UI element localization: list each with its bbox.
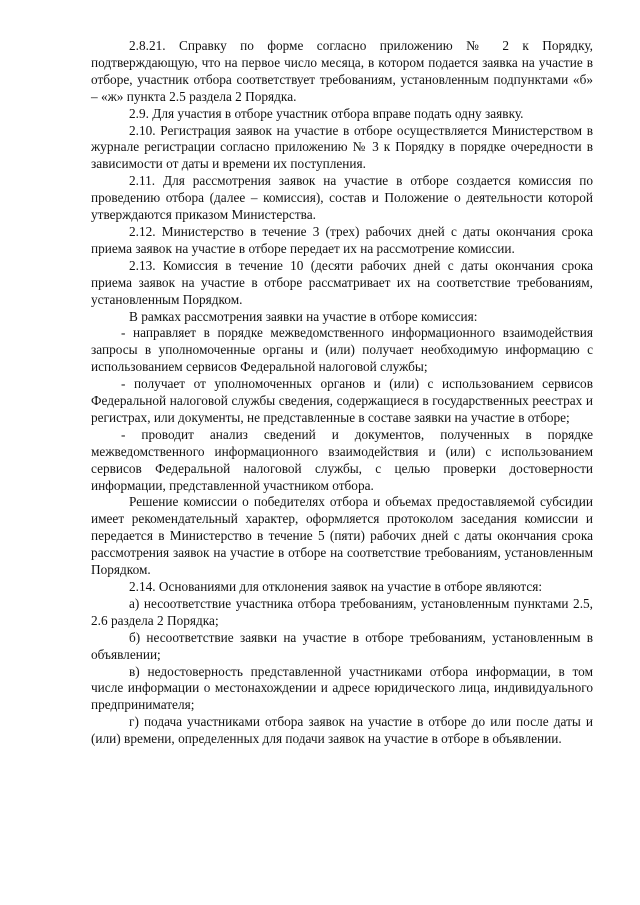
paragraph-2-11: 2.11. Для рассмотрения заявок на участие в отборе создается комиссия по проведению отбора (далее – комиссия), состав и Положение о деятельности которой утверждаются приказом Министерства. xyxy=(91,173,593,223)
paragraph-2-13: 2.13. Комиссия в течение 10 (десяти рабочих дней с даты окончания срока приема заявок на участие в отборе рассматривает их на соответствие требованиям, установленным Порядком. xyxy=(91,257,593,307)
list-item-b: б) несоответствие заявки на участие в отборе требованиям, установленным в объявлении; xyxy=(91,629,593,662)
paragraph-2-12: 2.12. Министерство в течение 3 (трех) рабочих дней с даты окончания срока приема заявок на участие в отборе передает их на рассмотрение комиссии. xyxy=(91,223,593,256)
paragraph-2-10: 2.10. Регистрация заявок на участие в отборе осуществляется Министерством в журнале регистрации согласно приложению № 3 к Порядку в порядке очередности в зависимости от даты и времени их поступления. xyxy=(91,122,593,172)
list-item-g: г) подача участниками отбора заявок на участие в отборе до или после даты и (или) времени, определенных для подачи заявок на участие в отборе в объявлении. xyxy=(91,714,593,747)
paragraph-2-14: 2.14. Основаниями для отклонения заявок на участие в отборе являются: xyxy=(129,579,543,594)
paragraph-2-9: 2.9. Для участия в отборе участник отбора вправе подать одну заявку. xyxy=(129,105,524,121)
paragraph-commission-intro: В рамках рассмотрения заявки на участие в отборе комиссия: xyxy=(129,308,478,324)
list-item-analysis: - проводит анализ сведений и документов, полученных в порядке межведомственного информационного взаимодействия и (или) с использованием сервисов Федеральной налоговой службы, с целью проверки достоверности информации, представленной участником отбора. xyxy=(91,426,593,493)
paragraph-commission-decision: Решение комиссии о победителях отбора и объемах предоставляемой субсидии имеет рекомендательный характер, оформляется протоколом заседания комиссии и передается в Министерство в течение 5 (пяти) рабочих дней с даты окончания срока рассмотрения заявок на участие в отборе на соответствие требованиям, установленным Порядком. xyxy=(91,494,593,578)
list-item-a: а) несоответствие участника отбора требованиям, установленным пунктами 2.5, 2.6 раздела 2 Порядка; xyxy=(91,595,593,628)
list-item-requests: - направляет в порядке межведомственного информационного взаимодействия запросы в уполномоченные органы и (или) получает необходимую информацию с использованием сервисов Федеральной налоговой службы; xyxy=(91,325,593,375)
paragraph-2-8-21: 2.8.21. Справку по форме согласно приложению № 2 к Порядку, подтверждающую, что на первое число месяца, в котором подается заявка на участие в отборе, участник отбора соответствует требованиям, установленным подпунктами «б» – «ж» пункта 2.5 раздела 2 Порядка. xyxy=(91,38,593,104)
list-item-receives: - получает от уполномоченных органов и (или) с использованием сервисов Федеральной налоговой службы сведения, содержащиеся в государственных реестрах и регистрах, или документы, не представленные в составе заявки на участие в отборе; xyxy=(91,376,593,425)
list-item-v: в) недостоверность представленной участниками отбора информации, в том числе информации о местонахождении и адресе юридического лица, индивидуального предпринимателя; xyxy=(91,663,593,713)
